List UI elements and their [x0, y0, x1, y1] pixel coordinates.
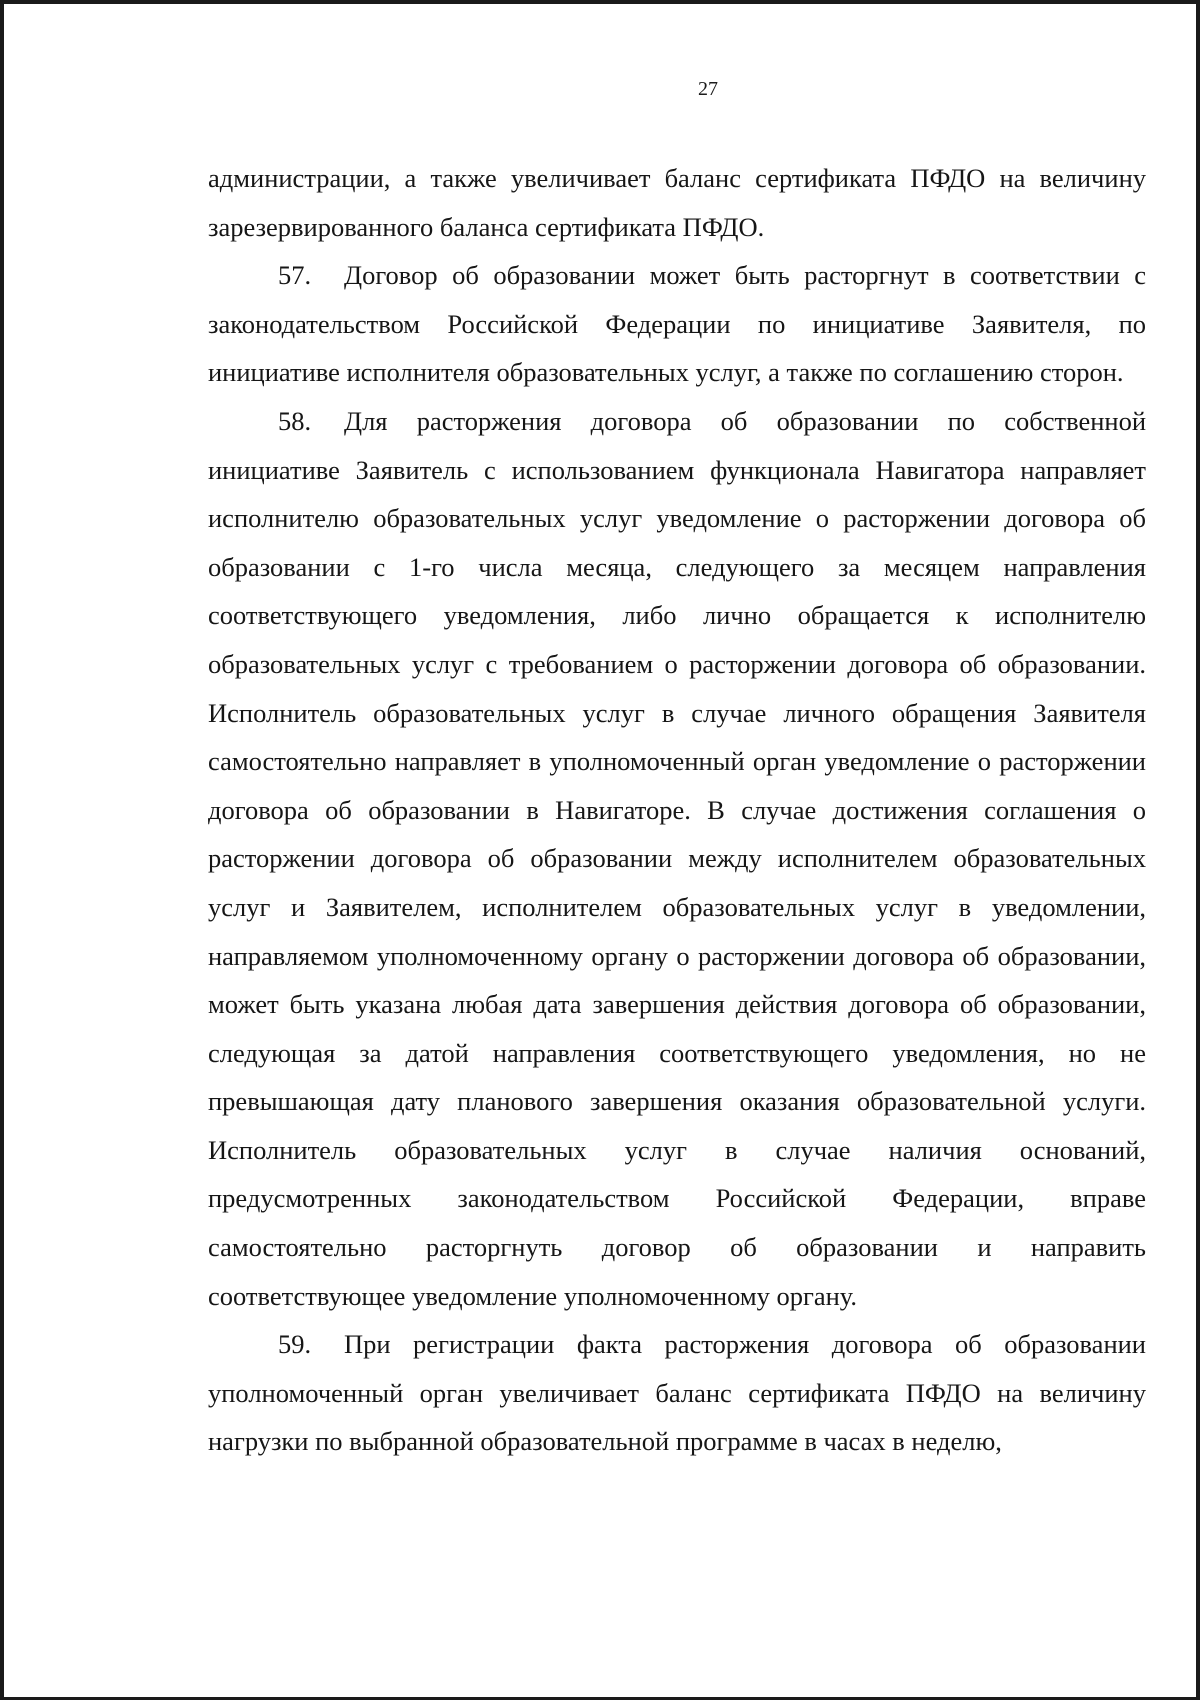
paragraph-text: администрации, а также увеличивает баланс сертификата ПФДО на величину зарезервированного баланса сертификата ПФДО. — [208, 163, 1146, 242]
paragraph-continuation — [208, 154, 1146, 251]
paragraph-text: Для расторжения договора об образовании по собственной инициативе Заявитель с использованием функционала Навигатора направляет исполнителю образовательных услуг уведомление о расторжении договора об образовании с 1-го числа месяца, следующего за месяцем направления соответствующего уведомления, либо лично обращается к исполнителю образовательных услуг с требованием о расторжении договора об образовании. Исполнитель образовательных услуг в случае личного обращения Заявителя самостоятельно направляет в уполномоченный орган уведомление о расторжении договора об образовании в Навигаторе. В случае достижения соглашения о расторжении договора об образовании между исполнителем образовательных услуг и Заявителем, исполнителем образовательных услуг в уведомлении, направляемом уполномоченному органу о расторжении договора об образовании, может быть указана любая дата завершения действия договора об образовании, следующая за датой направления соответствующего уведомления, но не превышающая дату планового завершения оказания образовательной услуги. Исполнитель образовательных услуг в случае наличия оснований, предусмотренных законодательством Российской Федерации, вправе самостоятельно расторгнуть договор об образовании и направить соответствующее уведомление уполномоченному органу. — [208, 405, 1146, 1311]
paragraph-58 — [208, 397, 1146, 1320]
paragraph-text: Договор об образовании может быть расторгнут в соответствии с законодательством Российской Федерации по инициативе Заявителя, по инициативе исполнителя образовательных услуг, а также по соглашению сторон. — [208, 260, 1146, 388]
paragraph-57 — [208, 251, 1146, 397]
document-body — [208, 154, 1146, 1466]
page-number: 27 — [698, 78, 718, 100]
paragraph-number: 58. — [278, 405, 312, 436]
paragraph-text: При регистрации факта расторжения договора об образовании уполномоченный орган увеличивает баланс сертификата ПФДО на величину нагрузки по выбранной образовательной программе в часах в неделю, — [208, 1329, 1146, 1457]
paragraph-59 — [208, 1320, 1146, 1466]
paragraph-number: 59. — [278, 1329, 312, 1360]
paragraph-number: 57. — [278, 260, 312, 291]
